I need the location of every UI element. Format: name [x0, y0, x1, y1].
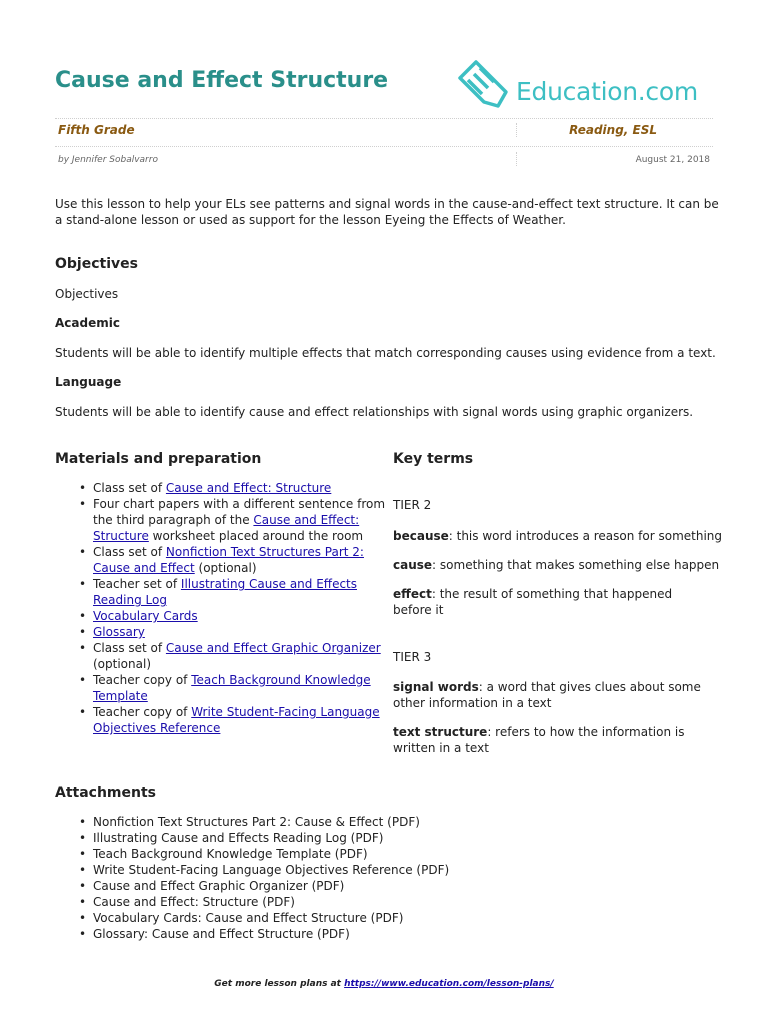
- list-item: • Teacher copy of Write Student-Facing Language Objectives Reference: [55, 704, 390, 736]
- objectives-heading: Objectives: [55, 256, 138, 272]
- intro-text: Use this lesson to help your ELs see patterns and signal words in the cause-and-effect text structure. It can be a stand-alone lesson or used as support for the lesson Eyeing the Effects of Weather.: [55, 197, 719, 227]
- list-item: • Class set of Cause and Effect: Structure: [55, 480, 390, 496]
- material-link[interactable]: Vocabulary Cards: [93, 609, 198, 623]
- material-link[interactable]: Cause and Effect Graphic Organizer: [165, 641, 381, 655]
- materials-list: [55, 480, 390, 736]
- term-effect: effect: the result of something that happened before it: [393, 587, 673, 617]
- material-link[interactable]: Illustrating Cause and Effects Reading Log: [93, 577, 358, 607]
- education-logo[interactable]: [454, 56, 714, 112]
- language-text: Students will be able to identify cause and effect relationships with signal words using graphic organizers.: [55, 405, 694, 419]
- attachment-item[interactable]: • Cause and Effect Graphic Organizer (PDF): [55, 878, 655, 894]
- grade-label: Fifth Grade: [58, 123, 135, 137]
- footer: [0, 979, 768, 989]
- materials-heading: Materials and preparation: [55, 451, 262, 467]
- material-link[interactable]: Glossary: [93, 625, 145, 639]
- list-item: • Class set of Nonfiction Text Structures Part 2: Cause and Effect (optional): [55, 544, 390, 576]
- attachment-item[interactable]: • Teach Background Knowledge Template (PDF): [55, 846, 655, 862]
- attachment-item[interactable]: • Vocabulary Cards: Cause and Effect Structure (PDF): [55, 910, 655, 926]
- pencil-icon: [454, 56, 516, 112]
- logo-text: Education.com: [516, 77, 698, 106]
- material-link[interactable]: Cause and Effect: Structure: [93, 513, 360, 543]
- divider: [516, 123, 517, 137]
- subject-label: Reading, ESL: [569, 123, 657, 137]
- language-heading: Language: [55, 375, 122, 389]
- footer-link[interactable]: https://www.education.com/lesson-plans/: [344, 979, 554, 989]
- material-link[interactable]: Write Student-Facing Language Objectives Reference: [93, 705, 380, 735]
- term-cause: cause: something that makes something else happen: [393, 558, 720, 572]
- page-title: Cause and Effect Structure: [55, 68, 389, 93]
- academic-text: Students will be able to identify multiple effects that match corresponding causes using evidence from a text.: [55, 346, 716, 360]
- divider: [55, 118, 713, 119]
- attachment-item[interactable]: • Illustrating Cause and Effects Reading Log (PDF): [55, 830, 655, 846]
- attachments-heading: Attachments: [55, 785, 157, 801]
- list-item: • Teacher copy of Teach Background Knowledge Template: [55, 672, 390, 704]
- material-link[interactable]: Nonfiction Text Structures Part 2: Cause and Effect: [93, 545, 364, 575]
- material-link[interactable]: Cause and Effect: Structure: [165, 481, 332, 495]
- list-item: [55, 608, 390, 624]
- attachment-item[interactable]: • Cause and Effect: Structure (PDF): [55, 894, 655, 910]
- footer-text: Get more lesson plans at: [214, 979, 345, 989]
- attachment-item[interactable]: • Nonfiction Text Structures Part 2: Cause & Effect (PDF): [55, 814, 655, 830]
- material-link[interactable]: Teach Background Knowledge Template: [93, 673, 371, 703]
- term-signal-words: signal words: a word that gives clues about some other information in a text: [393, 680, 701, 710]
- list-item: • Class set of Cause and Effect Graphic Organizer (optional): [55, 640, 390, 672]
- list-item: [55, 624, 390, 640]
- tier3-label: TIER 3: [393, 650, 432, 664]
- objectives-subtext: Objectives: [55, 287, 119, 301]
- divider: [516, 152, 517, 166]
- date: August 21, 2018: [635, 155, 710, 165]
- key-terms-heading: Key terms: [393, 451, 474, 467]
- divider: [55, 146, 713, 147]
- attachment-item[interactable]: • Write Student-Facing Language Objectives Reference (PDF): [55, 862, 655, 878]
- attachment-item[interactable]: • Glossary: Cause and Effect Structure (PDF): [55, 926, 655, 942]
- attachments-list: [55, 814, 655, 942]
- term-because: because: this word introduces a reason for something: [393, 529, 723, 543]
- list-item: • Four chart papers with a different sentence from the third paragraph of the Cause and Effect: Structure worksheet placed around the room: [55, 496, 390, 544]
- term-text-structure: text structure: refers to how the information is written in a text: [393, 725, 685, 755]
- list-item: • Teacher set of Illustrating Cause and Effects Reading Log: [55, 576, 390, 608]
- tier2-label: TIER 2: [393, 498, 432, 512]
- author: by Jennifer Sobalvarro: [58, 155, 158, 165]
- academic-heading: Academic: [55, 316, 120, 330]
